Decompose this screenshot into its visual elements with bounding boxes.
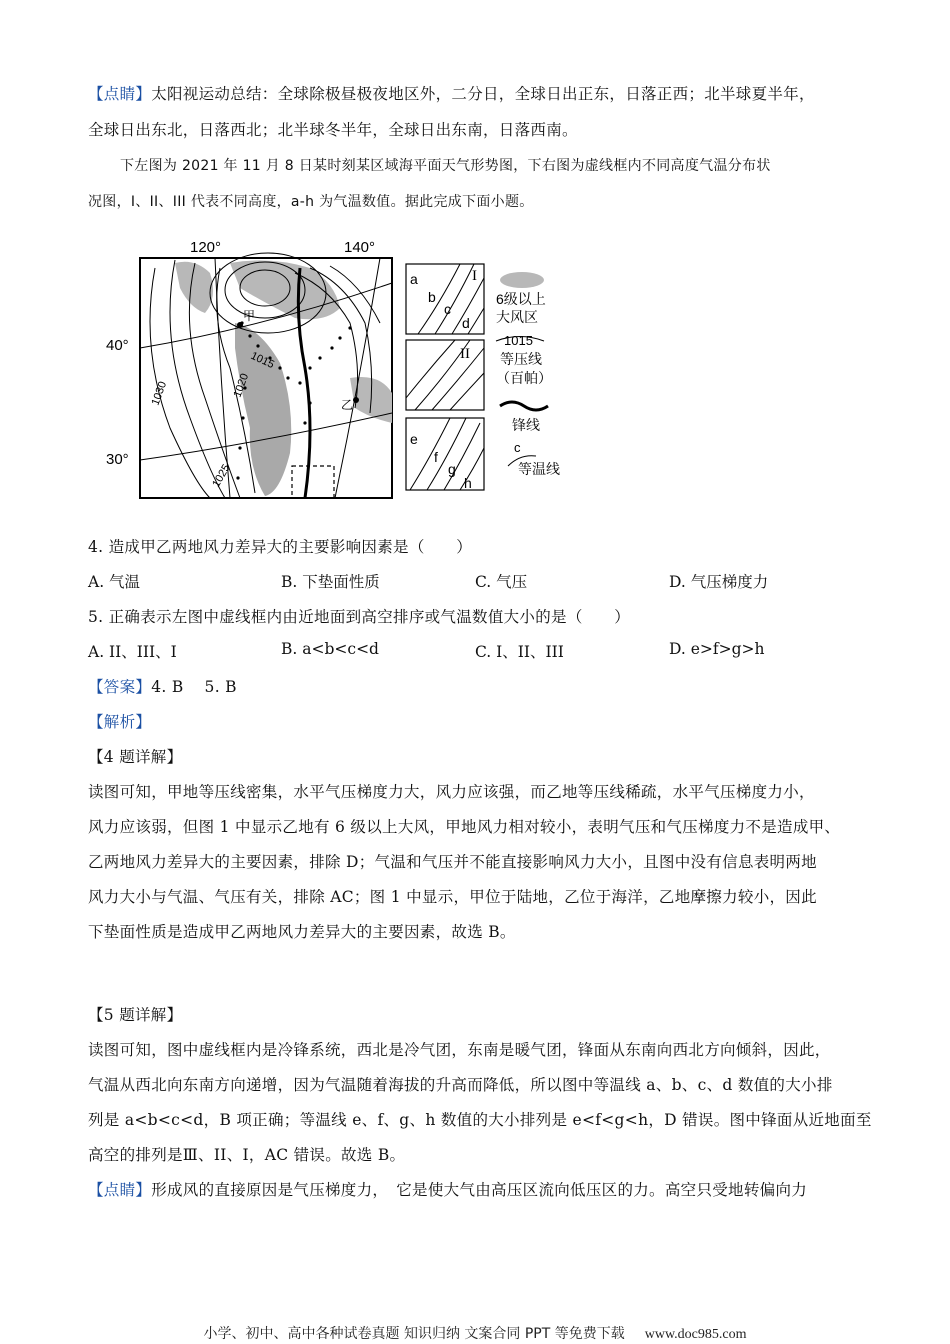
legend-front: 锋线 (512, 417, 540, 433)
label-yi: 乙 (341, 398, 354, 412)
q5-option-b: B. a<b<c<d (281, 640, 379, 658)
q5-option-a: A. II、III、I (88, 643, 177, 661)
q4-option-b: B. 下垫面性质 (281, 573, 380, 591)
q5-stem: 5. 正确表示左图中虚线框内由近地面到高空排序或气温数值大小的是（ ） (88, 608, 631, 626)
d5-tag: 【5 题详解】 (88, 1006, 183, 1024)
legend-isobar-value: 1015 (504, 333, 533, 348)
q4-stem: 4. 造成甲乙两地风力差异大的主要影响因素是（ ） (88, 538, 473, 556)
legend (496, 272, 560, 477)
analysis-tag: 【解析】 (88, 713, 152, 731)
footer-text: 小学、初中、高中各种试卷真题 知识归纳 文案合同 PPT 等免费下载 (203, 1326, 625, 1342)
iso-label-1020: 1020 (231, 371, 252, 400)
legend-wind-1: 6级以上 (496, 291, 546, 307)
svg-text:e: e (410, 431, 418, 447)
weather-map-svg (100, 228, 580, 508)
lon-label-120: 120° (190, 239, 222, 256)
d5-line-3: 列是 a<b<c<d，B 项正确；等温线 e、f、g、h 数值的大小排列是 e<f<g<h，D 错误。图中锋面从近地面至 (88, 1111, 872, 1129)
tip-paragraph-line-1 (88, 82, 815, 104)
svg-text:I: I (472, 268, 477, 284)
q5-option-d: D. e>f>g>h (669, 640, 765, 658)
d4-line-1: 读图可知，甲地等压线密集，水平气压梯度力大，风力应该强，而乙地等压线稀疏，水平气压梯度力小， (88, 783, 815, 801)
lat-label-40: 40° (106, 337, 129, 354)
legend-front-swatch (500, 402, 548, 410)
q4-option-a: A. 气温 (88, 573, 141, 591)
legend-isobar-1: 等压线 (500, 351, 542, 367)
legend-wind-2: 大风区 (496, 309, 538, 325)
tip-paragraph-line-2: 全球日出东北，日落西北；北半球冬半年，全球日出东南，日落西南。 (88, 121, 578, 139)
svg-text:d: d (462, 315, 470, 331)
answer-line (88, 675, 237, 697)
last-tip-tag: 【点睛】 (88, 1181, 152, 1199)
d4-tag: 【4 题详解】 (88, 748, 183, 766)
panel-III (406, 418, 484, 491)
last-tip-text: 形成风的直接原因是气压梯度力， 它是使大气由高压区流向低压区的力。高空只受地转偏向力 (151, 1181, 808, 1199)
weather-figure (100, 228, 580, 508)
answer-text: 4. B 5. B (151, 678, 237, 696)
intro-line-1: 下左图为 2021 年 11 月 8 日某时刻某区域海平面天气形势图，下右图为虚线框内不同高度气温分布状 (120, 158, 771, 174)
svg-text:f: f (434, 449, 438, 465)
iso-label-1025: 1025 (210, 462, 233, 490)
answer-tag: 【答案】 (88, 678, 152, 696)
q5-option-c: C. I、II、III (475, 643, 564, 661)
point-yi (353, 397, 359, 403)
q4-option-c: C. 气压 (475, 573, 528, 591)
panel-II (406, 340, 484, 410)
lon-label-140: 140° (344, 239, 376, 256)
legend-isobar-2: （百帕） (496, 370, 552, 386)
svg-text:h: h (464, 475, 472, 491)
legend-isotherm: 等温线 (518, 461, 560, 477)
legend-isotherm-letter: c (514, 440, 521, 455)
svg-text:II: II (460, 346, 470, 362)
d4-line-4: 风力大小与气温、气压有关，排除 AC；图 1 中显示，甲位于陆地，乙位于海洋，乙地摩擦力较小，因此 (88, 888, 817, 906)
iso-label-1030: 1030 (149, 379, 170, 408)
footer-url[interactable]: www.doc985.com (644, 1327, 747, 1342)
d5-line-4: 高空的排列是Ⅲ、II、I，AC 错误。故选 B。 (88, 1146, 406, 1164)
svg-text:c: c (444, 301, 451, 317)
q4-option-d: D. 气压梯度力 (669, 573, 769, 591)
d4-line-3: 乙两地风力差异大的主要因素，排除 D；气温和气压并不能直接影响风力大小，且图中没有信息表明两地 (88, 853, 817, 871)
panel-I (406, 264, 484, 334)
legend-wind-swatch (500, 272, 544, 288)
d5-line-2: 气温从西北向东南方向递增，因为气温随着海拔的升高而降低，所以图中等温线 a、b、c、d 数值的大小排 (88, 1076, 833, 1094)
lat-label-30: 30° (106, 451, 129, 468)
tip-text-1: 太阳视运动总结：全球除极昼极夜地区外，二分日，全球日出正东，日落正西；北半球夏半年， (151, 85, 815, 103)
label-jia: 甲 (243, 309, 256, 323)
d5-line-1: 读图可知，图中虚线框内是冷锋系统，西北是冷气团，东南是暖气团，锋面从东南向西北方向倾斜，因此， (88, 1041, 831, 1059)
d4-line-2: 风力应该弱，但图 1 中显示乙地有 6 级以上大风，甲地风力相对较小，表明气压和气压梯度力不是造成甲、 (88, 818, 841, 836)
svg-text:b: b (428, 289, 436, 305)
intro-line-2: 况图，I、II、III 代表不同高度，a-h 为气温数值。据此完成下面小题。 (88, 194, 534, 210)
tip-tag: 【点睛】 (88, 85, 152, 103)
iso-label-1015: 1015 (248, 349, 276, 372)
svg-text:a: a (410, 271, 418, 287)
footer (0, 1323, 950, 1343)
d4-line-5: 下垫面性质是造成甲乙两地风力差异大的主要因素，故选 B。 (88, 923, 516, 941)
last-tip-line (88, 1178, 807, 1200)
svg-text:g: g (448, 461, 456, 477)
